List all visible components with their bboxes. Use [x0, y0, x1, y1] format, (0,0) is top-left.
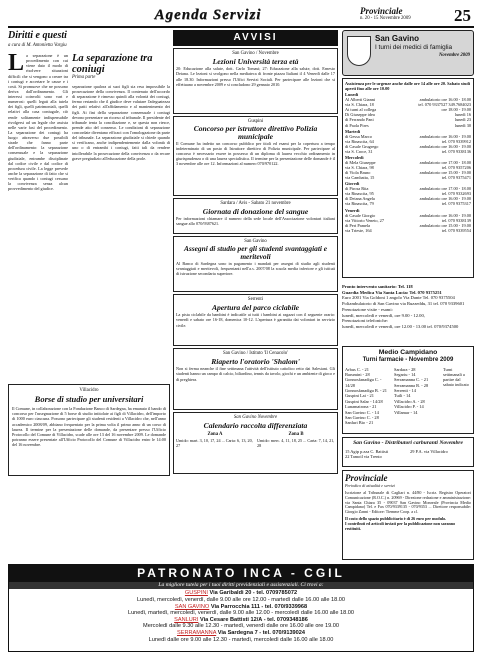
diritti-article	[8, 30, 170, 380]
medici-doctor: Di Giuseppe idea	[345, 112, 375, 118]
medici-row	[345, 175, 471, 180]
carburanti-entry: 15 Agip p.zza C. Battisti	[345, 448, 389, 454]
section-title: Agenda Servizi	[154, 7, 262, 23]
medici-doctor: di Viola Bruno	[345, 170, 371, 176]
medici-hours: ambulatorio ore 16.00 - 19.00	[419, 196, 471, 202]
carburanti-entry: 22 Tamoil via Trento	[345, 454, 382, 460]
patronato-title: PATRONATO INCA - CGIL	[9, 565, 473, 582]
avviso-body: Per informazioni chiamare il numero della sede locale dell'Associazione volontari italiani sangue allo 070/9387621.	[176, 216, 335, 227]
avviso-place: San Gavino / Novembre	[232, 51, 279, 57]
avviso-body: Al Banco di Sardegna sono in pagamento i mandati per assegni di studio agli studenti svantaggiati e meritevoli, frequentanti nell'a.s. 2007/08 la scuola media inferiore e gli istituti di istruzione secondaria superiore.	[176, 260, 335, 276]
issue-line: n. 20 - 15 Novembre 2009	[360, 16, 411, 21]
farmacie-col-2	[394, 367, 440, 426]
avviso-place: Sardara / Avis - Sabato 21 novembre	[220, 201, 291, 207]
avviso-place: San Gavino	[244, 239, 267, 245]
page-number: 25	[454, 6, 471, 25]
farmacia-entry: Lunamatrona - 21	[345, 404, 377, 410]
article-col-1: a separazione è un procedimento con cui viene dato il modo di risolvere situazioni difficili che si vengono a creare tra i coniugi e accertare le cause e i costi. Si promuove che ne possono deriva dall'ordinamento. Gli interessi coinvolti sono vari e numerosi: quelli legati alla tutela dei figli, quelli patrimoniali, quelli relativi alla casa coniugale, ciò rende solitamente indispensabile rivolgersi ad un legale che assista nelle varie fasi del procedimento. La separazione dei coniugi ha luogo attraverso due possibili strade che fanno parte dell'ordinamento: la separazione consensuale e la separazione giudiziale, entrambe disciplinate dal codice civile e dal codice di procedura civile. La legge prevede anche la separazione di fatto che si verifica quando i coniugi cessano la convivenza senza alcun provvedimento del giudice.	[8, 53, 68, 192]
masthead-footer-a: Il costo dello spazio pubblicitario è di 26 euro per modulo.	[345, 516, 447, 522]
farmacia-entry: Gonnosfanadiga C. - 14/28	[345, 377, 382, 388]
medici-doctor: di Pirosa Rita	[345, 186, 369, 192]
office-city: GUSPINI	[184, 590, 208, 597]
medici-doctor: via S. Chiara, 98	[345, 165, 374, 170]
medici-doctor: Al Alberti Gianni	[345, 97, 376, 103]
medici-day-label: Lunedì	[345, 92, 359, 98]
avvisi-column	[173, 30, 338, 484]
zone-a-label: Zona A	[207, 432, 223, 438]
medici-hours: tel. 070 9338136	[441, 148, 471, 154]
medici-hours: ambulatorio ore 15.00 - 19.00	[419, 222, 471, 228]
farmacia-entry: Villamar - 14	[394, 409, 418, 415]
medici-footer-line: Poliambulatorio di San Gavino via Ruzzeddu, 31 tel. 070 9339601	[342, 301, 465, 307]
medici-row	[345, 201, 471, 206]
office-address-line	[13, 590, 469, 597]
drop-cap: L	[8, 50, 25, 77]
office-address-line	[13, 604, 469, 611]
medici-hours: lunedì 30	[454, 122, 471, 128]
farmacie-title: Medio Campidano	[378, 349, 438, 356]
office-hours: Mercoledì dalle 9.30 alle 12.30 - martedì, venerdì dalle ore 16.00 alle ore 19.00	[143, 623, 339, 630]
medici-hours: ambulatorio ore 16.00 - 19.00	[419, 212, 471, 218]
avviso-sangue	[173, 198, 338, 234]
masthead-details: Iscrizione al Tribunale di Cagliari n. 44/80 - Iscriz. Registro Operatori Comunicazione (R.O.C.) n. 20969 - Direzione redazione e amministrazione: via Santa Chiara 35 - 09037 San Gavino Monreale (Provincia Medio Campidano) Tel. e Fax 070/9339135 - 070/9353 ... Direttore responsabile: Giorgio Zanni - Editore: Tiemme Coop. a r.l.	[345, 489, 471, 515]
masthead-box	[342, 470, 474, 560]
medici-city: San Gavino	[375, 34, 420, 43]
avviso-universita	[173, 48, 338, 114]
subhead: Prima parte	[72, 75, 96, 81]
medici-footer	[342, 284, 474, 342]
farmacia-entry: Gonnosfanadiga B. - 21	[345, 388, 387, 394]
avviso-body: Non si ferma neanche il fine settimana l'attività dell'istituto cattolico retto dai Salesiani. Gli studenti hanno un campo di calcio, biliardino, tennis da tavolo, giochi e un ambiente di gioco e di preghiera.	[176, 366, 335, 382]
medici-doctor: via Rinascita, 64	[345, 138, 374, 144]
avviso-title: Apertura del parco ciclabile	[211, 303, 300, 313]
carburanti-box	[342, 437, 474, 467]
carburanti-title: San Gavino - Distributori carburanti Novembre	[353, 440, 463, 446]
office-hours: Lunedì dalle ore 9.00 alle 12.30 - martedì, mercoledì dalle 16.00 alle 18.00	[148, 636, 334, 643]
medici-header	[342, 30, 474, 76]
medici-hours: tel. 070 9375317	[441, 201, 471, 207]
office-address: Via Parrocchia 111 - tel. 070/9339968	[210, 603, 308, 610]
medici-doctor: via Cambatta, 15	[345, 175, 375, 181]
article-col-2: separazione qualora ai suoi figli sia resa impossibile la prosecuzione della convivenza. Il contenuto dell'accordo di separazione è rimesso quindi alla volontà dei coniugi, fermo restando che il giudice deve valutare l'adeguatezza dei patti relativi all'affidamento e al mantenimento dei figli. Ai fini della separazione consensuale i coniugi devono presentare un ricorso al tribunale. Il presidente del tribunale tenta la conciliazione e, se questa non riesce, prende atto del consenso. Le condizioni di separazione concordate diventano efficaci con l'omologazione da parte del tribunale. La separazione giudiziale si chiede quando si verificano, anche indipendentemente dalla volontà di uno o di entrambi i coniugi, fatti tali da rendere intollerabile la prosecuzione della convivenza o da recare grave pregiudizio all'educazione della prole.	[72, 83, 170, 161]
avviso-body: Il Comune ha indetto un concorso pubblico per titoli ed esami per la copertura a tempo indeterminato di un posto di Istruttore direttivo di Polizia municipale. Per partecipare al concorso è necessario essere in possesso di un diploma di laurea vecchio ordinamento in giurisprudenza o di una laurea specialistica. Il termine per la presentazione delle domande è il 3 novembre alle ore 12. Informazioni al numero 070/970122.	[176, 140, 335, 167]
medici-footer-line: Prenotazioni telefoniche:	[342, 318, 389, 324]
avviso-place: Serrenti	[247, 297, 264, 303]
medici-hours: lunedì 16	[454, 112, 471, 118]
office-address: Via Garibaldi 20 - tel. 0709785072	[209, 590, 298, 597]
medici-hours: lunedì 23	[454, 117, 471, 123]
avviso-title: Assegni di studio per gli studenti svantaggiati e meritevoli	[183, 244, 328, 261]
medici-doctor: via Rinascita, 95	[345, 191, 374, 197]
medici-doctor: Ai turni al collega	[345, 107, 377, 113]
avviso-title: Riaperto l'oratorio 'Shalom'	[211, 357, 300, 367]
office-city: SANLURI	[174, 616, 199, 623]
medici-hours: ambulatorio ore 16.00 - 19.00	[419, 143, 471, 149]
headline: La separazione tra coniugi	[72, 53, 153, 76]
office-hours: Lunedì, martedì, mercoledì, venerdì, dalle 9.00 alle 12.00 - mercoledì dalle 16.00 alle 18.00	[127, 610, 355, 617]
medici-row	[345, 123, 471, 128]
carburanti-entry: 29 P.A. via Villacidro	[410, 448, 448, 454]
farmacia-entry: Villacidro P. - 14	[394, 404, 424, 410]
zone-b-label: Zona B	[288, 432, 304, 438]
avviso-title: Calendario raccolta differenziata	[203, 421, 308, 431]
office-hours: Lunedì, mercoledì, venerdì, dalle 9.00 alle ore 12.00 - martedì dalle 16.00 alle 18.00	[136, 597, 346, 604]
medici-day-label: Giovedì	[345, 181, 360, 187]
masthead-logo: Provinciale	[345, 473, 388, 483]
villacidro-title: Borse di studio per universitari	[34, 393, 144, 404]
villacidro-body: Il Comune, in collaborazione con la Fondazione Banco di Sardegna, ha emanato il bando di concorso per l'assegnazione di 5 borse di studio intitolate ai figli di Villacidro, dell'importo di 1000 euro ciascuna. Possono partecipare gli studenti residenti a Villacidro che, nell'anno accademico 2008/09, abbiano frequentato per la prima volta il primo anno di un corso di laurea. Il termine per la presentazione delle domande, da presentare presso l'Ufficio Protocollo del Comune di Villacidro, scade alle ore 13 del 16 novembre 2009. Le domande potranno essere presentate all'Ufficio Protocollo del Comune di Villacidro entro le 14:00 del 16 novembre.	[12, 406, 166, 448]
masthead-footer-b: I contributi ed articoli inviati per la pubblicazione non saranno restituiti.	[345, 521, 456, 532]
medici-doctor: di Gessa Marco	[345, 133, 372, 139]
medici-hours: tel. 070 9337527 349.7684023	[418, 102, 471, 108]
avviso-assegni	[173, 236, 338, 292]
zone-b-body: Umido: merc. 4, 11, 18, 25 ... Carta: 7, 14, 21, 28	[257, 438, 335, 449]
medici-doctor: via Rinascita, 79	[345, 201, 374, 207]
medici-hours: ambulatorio ore 15.00 - 19.00	[419, 170, 471, 176]
medici-doctor: di Ferrando Pani	[345, 117, 374, 123]
farmacia-entry: Tuili - 14	[394, 393, 411, 399]
medici-doctor: di Casale Grugrego	[345, 143, 379, 149]
villacidro-box	[8, 384, 170, 476]
patronato-tagline: La migliore tutela per i tuoi diritti previdenziali e assistenziali. Ci trovi a:	[9, 582, 473, 590]
medici-day-label: Mercoledì	[345, 154, 364, 160]
medici-hours: ore 18.00 - 19.00	[441, 107, 471, 113]
medici-doctor: via S. Chiara, 18	[345, 102, 374, 108]
avviso-place: Guspini	[247, 119, 264, 125]
medici-subtitle: I turni dei medici di famiglia	[375, 43, 453, 51]
avviso-oratorio	[173, 348, 338, 410]
office-address: Via Sardegna 7 - tel. 070/9139024	[217, 630, 305, 636]
farmacia-entry: Sardara - 28	[394, 366, 416, 372]
avviso-title: Concorso per istruttore direttivo Polizia municipale	[193, 124, 318, 141]
farmacie-note: Turni settimanali a partire dal sabato indicato	[443, 366, 469, 388]
farmacia-entry: Sanluri Bio - 21	[345, 420, 374, 426]
medici-row	[345, 149, 471, 154]
medici-day-label: Martedì	[345, 128, 361, 134]
medici-footer-line: Guardia Medica Via Santa Lucia: Tel. 070 9375251	[342, 289, 442, 295]
farmacia-entry: Segariu - 14	[394, 371, 416, 377]
medici-days	[345, 92, 471, 233]
brand-logo: Provinciale	[360, 6, 403, 16]
medici-footer-line: lunedì, mercoledì e venerdì, ore 9.00 - 12.00,	[342, 312, 425, 318]
medici-row	[345, 228, 471, 233]
medici-hours: tel. 070 9339912	[441, 138, 471, 144]
avviso-place: San Gavino / Istituto 'Il Cenacolo'	[222, 351, 288, 357]
column-title: Diritti e questi	[8, 30, 67, 41]
medici-intro: Assistenza per le urgenze anche dalle ore 14 alle ore 20. Sabato studi aperti fino alle ore 10.00	[345, 81, 470, 92]
farmacie-box	[342, 346, 474, 434]
farmacie-col-1	[345, 367, 391, 426]
column-author: a cura di M. Antonietta Vargiu	[8, 43, 67, 49]
medici-footer-line: Euro 2001 Via Goldoni 1 angolo Via Dante Tel. 070 9375504	[342, 295, 455, 301]
medici-hours: tel. 070 9332693	[441, 191, 471, 197]
avviso-title: Giornata di donazione del sangue	[202, 207, 309, 217]
farmacia-entry: Villacidro A. - 28	[394, 398, 425, 404]
farmacia-entry: Serramanna R. - 28	[394, 382, 429, 388]
medici-hours: ambulatorio ore 17.00 - 18.00	[419, 186, 471, 192]
avviso-body: La pista ciclabile da bambini è indicatile ai tutti i bambini ai ragazzi con il seguente orario: venerdì e sabato ore 16-18, domenica 10-12. L'apertura è garantita dai volontari in servizio civile.	[176, 312, 335, 328]
medici-date: Novembre 2009	[438, 52, 470, 58]
farmacia-entry: Guspini Salar - 14/28	[345, 398, 383, 404]
medici-footer-line: lunedì, mercoledì e venerdì, ore 12.00 - 13.00 tel. 070/9374500	[342, 324, 459, 330]
medici-section	[342, 30, 474, 280]
medici-hours: tel. 070 9338139	[441, 217, 471, 223]
medici-doctor: di Deiana Angela	[345, 196, 375, 202]
farmacia-entry: Serramanna C. - 21	[394, 377, 429, 383]
masthead-edited: Periodico di attualità e servizi	[345, 482, 395, 488]
medici-hours: ambulatorio ore 17.00 - 18.00	[419, 159, 471, 165]
zone-a-body: Umido: mart. 3, 10, 17, 24 ... Carta: 6, 13, 20, 27	[176, 438, 253, 449]
office-address-line	[13, 617, 469, 624]
villacidro-label: Villacidro	[79, 388, 99, 393]
medici-doctor: via Vittorio Veneto, 27	[345, 217, 384, 223]
office-city: SAN GAVINO	[174, 603, 210, 610]
avviso-place: San Gavino Novembre	[233, 415, 278, 421]
avviso-title: Lezioni Università terza età	[212, 57, 299, 67]
medici-hours: tel. 070 9375471	[441, 175, 471, 181]
farmacia-entry: Serrenti - 14	[394, 388, 416, 394]
office-address: Via Cesare Battisti 12/A - tel. 0709348186	[199, 616, 308, 623]
medici-doctor: di Peri Pamela	[345, 222, 371, 228]
office-address-line	[13, 630, 469, 637]
farmacia-entry: Barumini - 28	[345, 371, 370, 377]
medici-day-label: Venerdì	[345, 207, 360, 213]
avviso-raccolta	[173, 412, 338, 474]
medici-hours: tel. 070 9357206	[441, 165, 471, 170]
medici-doctor: via S. Croce, 31	[345, 148, 373, 154]
page-header	[8, 6, 474, 28]
medici-doctor: di Mela Giuseppe	[345, 159, 376, 165]
avviso-parco	[173, 294, 338, 346]
medici-footer-line: Pronto intervento sanitario: Tel. 118	[342, 284, 413, 289]
office-city: SERRAMANNA	[176, 630, 217, 636]
farmacie-subtitle: Turni farmacie - Novembre 2009	[362, 357, 454, 364]
avvisi-banner: AVVISI	[173, 30, 338, 46]
patronato-offices	[9, 589, 473, 644]
medici-emblem-icon	[347, 36, 371, 66]
medici-hours: tel. 070 9339554	[441, 227, 471, 233]
farmacia-entry: Arbus C. - 21	[345, 366, 369, 372]
patronato-box	[8, 564, 474, 652]
medici-list	[342, 78, 474, 278]
medici-hours: ambulatorio ore 16.00 - 19.00	[419, 133, 471, 139]
medici-hours: ambulatorio ore 16.00 - 18.00	[419, 97, 471, 103]
medici-footer-line: Prenotazione visite - esami:	[342, 306, 393, 312]
farmacia-entry: Guspini Lai - 21	[345, 393, 374, 399]
medici-doctor: di Casale Giorgio	[345, 212, 376, 218]
farmacia-entry: San Gavino C. - 28	[345, 414, 379, 420]
medici-doctor: via Trieste, 164	[345, 227, 372, 233]
medici-doctor: di Paola Pires	[345, 122, 369, 128]
avviso-body: 20: Educazione alla salute, dott. Carlo Tomasi; 27: Educazione alla salute, dott. Ernesto Deiana. Le lezioni si svolgono nella mediateca di fronte piazza Italiani il 4 Venerdì dalle 17 alle 18.30. Informazioni presso l'Uffici Servizi Sociali. Per partecipare alle lezioni che si effettuano a novembre 2009 e si concludono 29 gennaio 2010.	[176, 66, 335, 87]
farmacia-entry: San Gavino C. - 14	[345, 409, 379, 415]
avviso-concorso	[173, 116, 338, 196]
